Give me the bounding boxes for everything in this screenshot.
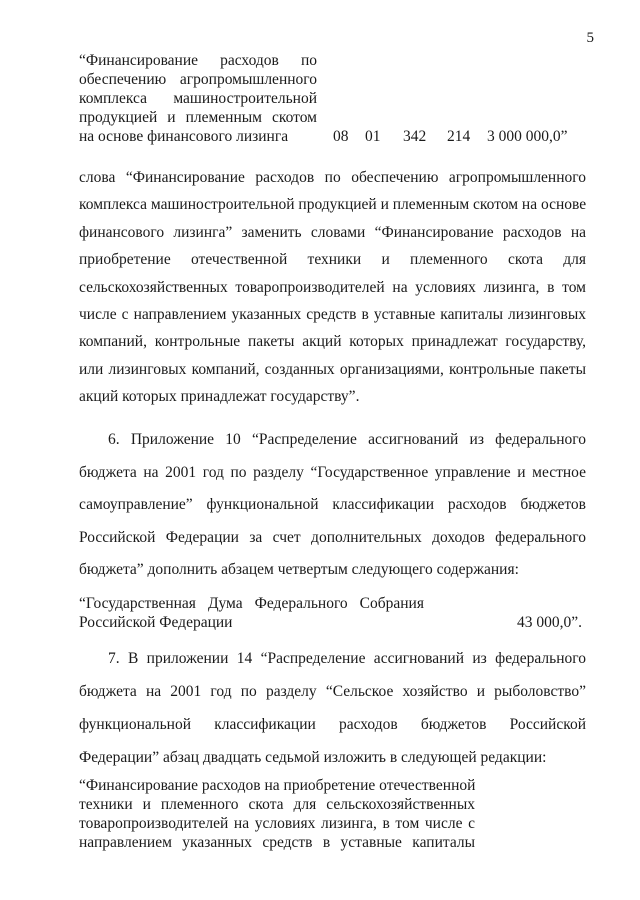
text-line: функциональной классификации расходов бюджетов Российской [79, 716, 586, 733]
text-line: акций которых принадлежат государству”. [79, 388, 360, 406]
text-line: самоуправление” функциональной классификации расходов бюджетов [79, 496, 586, 513]
text-line: слова “Финансирование расходов по обеспечению агропромышленного [79, 169, 586, 186]
text-line: “Финансирование расходов на приобретение отечественной [79, 777, 476, 794]
text-line: сельскохозяйственных товаропроизводителей на условиях лизинга, в том [79, 278, 586, 296]
budget-line-name-row: комплекса машиностроительной [79, 90, 317, 107]
text-line: числе с направлением указанных средств в уставные капиталы лизинговых [79, 306, 586, 324]
budget-line-name-row: обеспечению агропромышленного [79, 71, 317, 88]
item-6-paragraph [79, 424, 586, 587]
inserted-line-name-cont: Российской Федерации [79, 614, 233, 631]
text-line: бюджета на 2001 год по разделу “Государственное управление и местное [79, 463, 586, 481]
inserted-line-name: “Государственная Дума Федерального Собрания [79, 595, 424, 612]
item-7-new-wording [79, 776, 475, 852]
text-line: техники и племенного скота для сельскохозяйственных [79, 796, 475, 813]
text-line: приобретение отечественной техники и племенного скота для [79, 251, 586, 269]
code-target-article: 342 [403, 128, 427, 145]
text-line: 7. В приложении 14 “Распределение ассигнований из федерального [108, 650, 586, 667]
text-line: Федерации” абзац двадцать седьмой изложить в следующей редакции: [79, 749, 547, 766]
budget-line-name [79, 51, 317, 146]
budget-line-name-row: “Финансирование расходов по [79, 52, 317, 69]
text-line: или лизинговых компаний, созданных организациями, контрольные пакеты [79, 360, 586, 378]
budget-line-name-row: продукцией и племенным скотом [79, 109, 317, 126]
code-section: 08 [333, 128, 349, 145]
item-6-inserted-line [79, 594, 584, 632]
code-subsection: 01 [365, 128, 381, 145]
budget-codes [333, 127, 568, 146]
text-line: направлением указанных средств в уставные капиталы [79, 834, 475, 851]
inserted-line-amount: 43 000,0”. [516, 614, 582, 631]
text-line: бюджета” дополнить абзацем четвертым следующего содержания: [79, 561, 519, 578]
paragraph-replace-words [79, 164, 586, 411]
text-line: бюджета на 2001 год по разделу “Сельское хозяйство и рыболовство” [79, 683, 586, 700]
text-line: Российской Федерации за счет дополнительных доходов федерального [79, 528, 586, 546]
text-line: финансового лизинга” заменить словами “Финансирование расходов на [79, 223, 586, 241]
page-number: 5 [586, 30, 594, 46]
item-7-paragraph [79, 642, 586, 774]
budget-line-name-row: на основе финансового лизинга [79, 128, 289, 145]
text-line: 6. Приложение 10 “Распределение ассигнований из федерального [108, 431, 586, 448]
text-line: товаропроизводителей на условиях лизинга, в том числе с [79, 815, 475, 832]
code-expense-type: 214 [447, 128, 471, 145]
text-line: компаний, контрольные пакеты акций которых принадлежат государству, [79, 333, 586, 351]
budget-amount: 3 000 000,0” [487, 128, 568, 145]
budget-table-excerpt [79, 51, 579, 146]
text-line: комплекса машиностроительной продукцией и племенным скотом на основе [79, 196, 587, 214]
